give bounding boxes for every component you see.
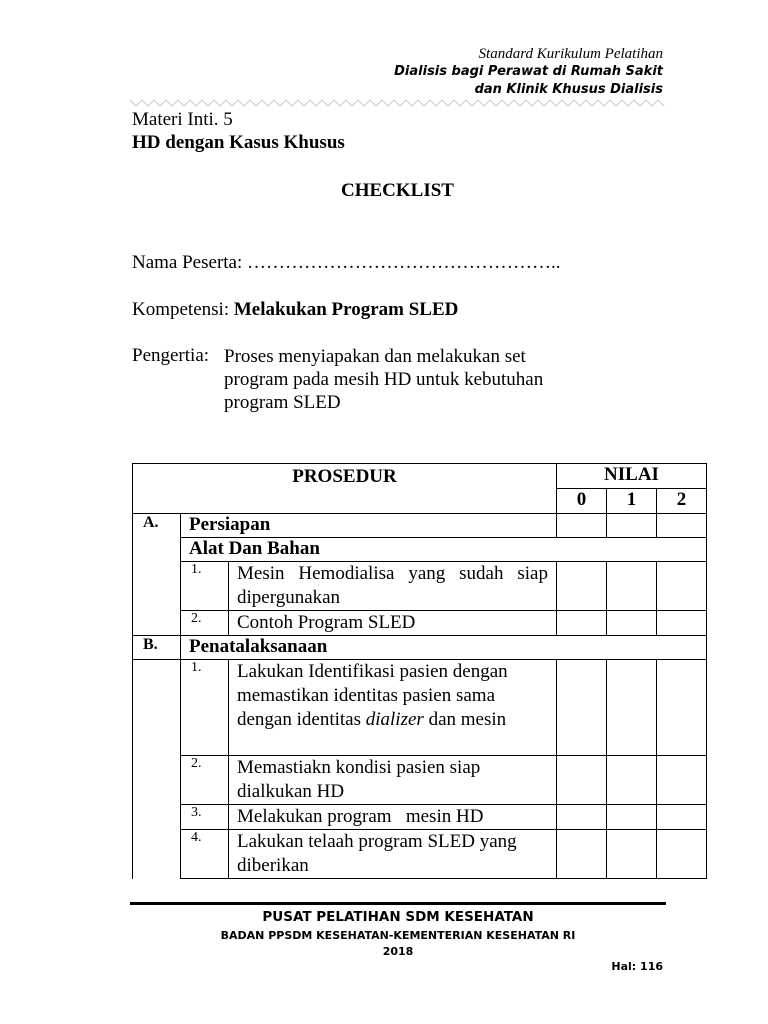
section-title: Penatalaksanaan <box>181 636 707 660</box>
prosedur-header: PROSEDUR <box>133 464 557 514</box>
kompetensi-value: Melakukan Program SLED <box>233 299 459 320</box>
item-text-part: Lakukan Identifikasi pasien dengan memastikan identitas pasien sama dengan identitas <box>237 661 508 730</box>
score-cell[interactable] <box>557 611 607 636</box>
checklist-table <box>132 463 707 879</box>
item-text-part: dan mesin <box>423 709 507 730</box>
item-number: 1. <box>181 660 229 756</box>
score-cell[interactable] <box>557 805 607 830</box>
score-cell[interactable] <box>657 660 707 756</box>
score-cell[interactable] <box>657 756 707 805</box>
page-number: Hal: 116 <box>611 960 663 973</box>
section-letter-spacer <box>133 660 181 879</box>
item-number: 3. <box>181 805 229 830</box>
topic-title: HD dengan Kasus Khusus <box>132 132 345 153</box>
score-cell[interactable] <box>607 805 657 830</box>
score-cell[interactable] <box>557 562 607 611</box>
kompetensi-label: Kompetensi: <box>132 299 234 320</box>
score-1-header: 1 <box>607 489 657 514</box>
footer-divider <box>130 902 666 905</box>
pengertia-line: program SLED <box>224 392 341 413</box>
item-number: 1. <box>181 562 229 611</box>
page-title: CHECKLIST <box>341 180 454 201</box>
header-line-2: Dialisis bagi Perawat di Rumah Sakit <box>394 64 663 79</box>
pengertia-line: program pada mesih HD untuk kebutuhan <box>224 369 544 390</box>
score-cell[interactable] <box>657 830 707 879</box>
nilai-header: NILAI <box>557 464 707 489</box>
header-line-1: Standard Kurikulum Pelatihan <box>478 46 663 62</box>
score-cell[interactable] <box>557 514 607 538</box>
item-text: Contoh Program SLED <box>229 611 557 636</box>
item-text: Mesin Hemodialisa yang sudah siap dipergunakan <box>229 562 557 611</box>
score-cell[interactable] <box>557 660 607 756</box>
footer-line-1: PUSAT PELATIHAN SDM KESEHATAN <box>262 909 534 925</box>
item-text: Memastiakn kondisi pasien siap dialkukan HD <box>229 756 557 805</box>
score-cell[interactable] <box>557 830 607 879</box>
score-cell[interactable] <box>657 805 707 830</box>
section-letter: B. <box>133 636 181 660</box>
item-number: 2. <box>181 756 229 805</box>
score-cell[interactable] <box>657 562 707 611</box>
footer-line-3: 2018 <box>382 945 414 958</box>
pengertia-line: Proses menyiapakan dan melakukan set <box>224 346 526 367</box>
nama-peserta-field: Nama Peserta: ………………………………………….. <box>132 252 561 273</box>
item-number: 4. <box>181 830 229 879</box>
materi-label: Materi Inti. 5 <box>132 109 233 130</box>
item-text: Lakukan telaah program SLED yang diberikan <box>229 830 557 879</box>
score-cell[interactable] <box>607 660 657 756</box>
header-wave-divider <box>130 98 665 108</box>
pengertia-text <box>224 345 624 414</box>
item-number: 2. <box>181 611 229 636</box>
section-subtitle: Alat Dan Bahan <box>181 538 707 562</box>
section-title: Persiapan <box>181 514 557 538</box>
score-cell[interactable] <box>657 514 707 538</box>
item-text-emphasis: dializer <box>365 709 424 730</box>
score-cell[interactable] <box>607 830 657 879</box>
footer-line-2: BADAN PPSDM KESEHATAN-KEMENTERIAN KESEHATAN RI <box>220 929 576 942</box>
pengertia-label: Pengertia: <box>132 345 210 366</box>
item-text: Melakukan program mesin HD <box>229 805 557 830</box>
score-cell[interactable] <box>607 514 657 538</box>
score-cell[interactable] <box>607 562 657 611</box>
score-cell[interactable] <box>607 756 657 805</box>
kompetensi-line <box>132 299 458 321</box>
score-cell[interactable] <box>607 611 657 636</box>
score-cell[interactable] <box>657 611 707 636</box>
score-0-header: 0 <box>557 489 607 514</box>
score-cell[interactable] <box>557 756 607 805</box>
header-line-3: dan Klinik Khusus Dialisis <box>474 82 663 97</box>
score-2-header: 2 <box>657 489 707 514</box>
item-text <box>229 660 557 756</box>
section-letter: A. <box>133 514 181 636</box>
